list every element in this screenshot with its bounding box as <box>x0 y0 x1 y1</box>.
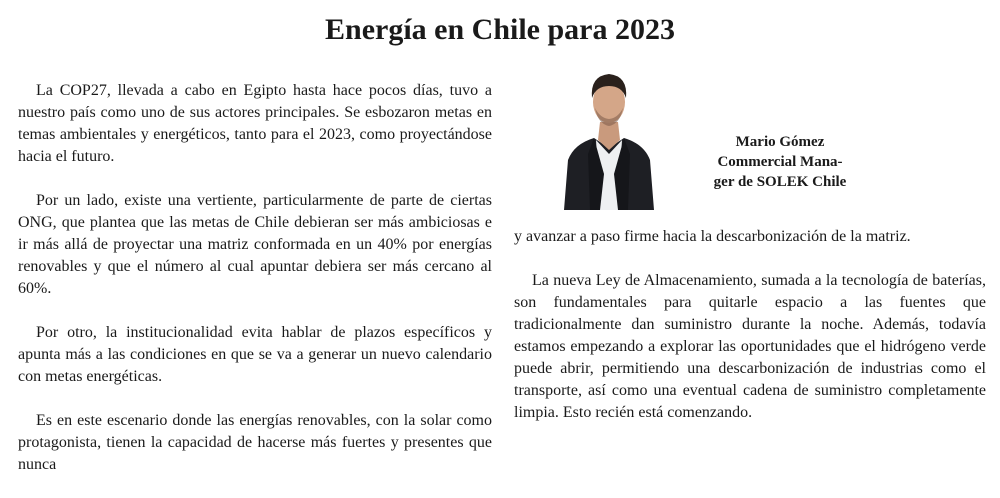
paragraph: La COP27, llevada a cabo en Egipto hasta hace pocos días, tuvo a nuestro país como uno de sus actores principales. Se esbozaron metas en temas ambientales y energéticos, tanto para el 2023, como proyectándose hacia el futuro. <box>18 82 492 165</box>
author-byline <box>700 132 860 192</box>
paragraph: y avanzar a paso firme hacia la descarbonización de la matriz. <box>514 228 911 245</box>
paragraph: Por un lado, existe una vertiente, particularmente de parte de ciertas ONG, que plantea que las metas de Chile debieran ser más ambiciosas e ir más allá de proyectar una matriz conformada en un 40% por energías renovables y que el número al cual apuntar debiera ser más cercano al 60%. <box>18 192 492 297</box>
author-role: ger de SOLEK Chile <box>713 174 847 190</box>
left-column <box>18 80 492 498</box>
paragraph: Es en este escenario donde las energías renovables, con la solar como protagonista, tienen la capacidad de hacerse más fuertes y presentes que nunca <box>18 412 492 473</box>
right-column <box>514 226 986 446</box>
article-title: Energía en Chile para 2023 <box>325 13 675 46</box>
portrait-photo-icon <box>560 64 658 210</box>
paragraph: Por otro, la institucionalidad evita hablar de plazos específicos y apunta más a las condiciones en que se va a generar un nuevo calendario con metas energéticas. <box>18 324 492 385</box>
author-role: Commercial Mana- <box>717 154 843 170</box>
paragraph: La nueva Ley de Almacenamiento, sumada a la tecnología de baterías, son fundamentales para quitarle espacio a las fuentes que tradicionalmente dan suministro durante la noche. Además, todavía estamos empezando a explorar las oportunidades que el hidrógeno verde puede abrir, permitiendo una descarbonización de industrias como el transporte, así como una eventual cadena de suministro completamente limpia. Esto recién está comenzando. <box>514 272 986 421</box>
author-name: Mario Gómez <box>735 134 825 150</box>
author-photo <box>560 64 658 210</box>
